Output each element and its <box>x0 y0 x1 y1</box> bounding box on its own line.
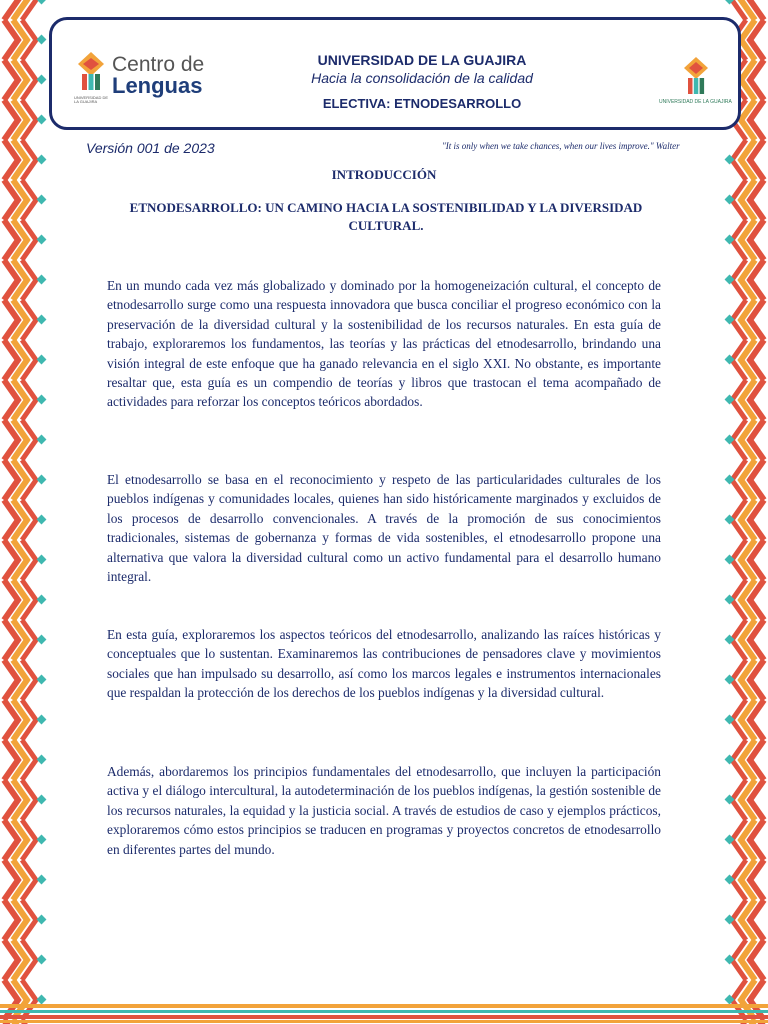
diamond-accent <box>37 875 47 885</box>
elective-title: ELECTIVA: ETNODESARROLLO <box>322 96 522 111</box>
document-version: Versión 001 de 2023 <box>86 140 215 156</box>
diamond-accent <box>37 155 47 165</box>
section-heading: INTRODUCCIÓN <box>331 167 437 182</box>
diamond-accent <box>37 555 47 565</box>
uniguajira-logo <box>659 56 739 116</box>
diamond-accent <box>37 0 47 4</box>
university-tagline: Hacia la consolidación de la calidad <box>311 70 533 86</box>
paragraph-4: Además, abordaremos los principios fundamentales del etnodesarrollo, que incluyen la participación activa y el diálogo intercultural, la autodeterminación de los pueblos indígenas, la gestión sostenible de los recursos naturales, la equidad y la justicia social. A través de estudios de caso y ejemplos prácticos, exploraremos cómo estos principios se traducen en programas y proyectos concretos de etnodesarrollo en diferentes partes del mundo. <box>107 764 661 857</box>
diamond-accent <box>37 595 47 605</box>
diamond-accent <box>37 115 47 125</box>
diamond-accent <box>37 75 47 85</box>
decorative-border-bottom <box>0 998 768 1024</box>
university-name: UNIVERSIDAD DE LA GUAJIRA <box>317 52 527 68</box>
decorative-border-right <box>720 0 768 1024</box>
document-title: ETNODESARROLLO: UN CAMINO HACIA LA SOSTENIBILIDAD Y LA DIVERSIDAD CULTURAL. <box>129 200 643 233</box>
diamond-accent <box>37 675 47 685</box>
diamond-accent <box>37 35 47 45</box>
paragraph-2: El etnodesarrollo se basa en el reconocimiento y respeto de las particularidades culturales de los pueblos indígenas y comunidades locales, quienes han sido históricamente marginados y excluidos de los procesos de desarrollo convencionales. A través de la promoción de sus conocimientos tradicionales, sistemas de gobernanza y formas de vida sostenibles, el etnodesarrollo propone una alternativa que valora la diversidad cultural como un activo fundamental para el desarrollo humano integral. <box>107 472 661 585</box>
logo-line-1: Centro de <box>112 53 205 76</box>
decorative-border-left <box>0 0 48 1024</box>
diamond-accent <box>37 435 47 445</box>
uniguajira-emblem-icon <box>681 56 711 96</box>
diamond-accent <box>37 275 47 285</box>
diamond-accent <box>37 355 47 365</box>
diamond-accent <box>37 475 47 485</box>
paragraph-1: En un mundo cada vez más globalizado y dominado por la homogeneización cultural, el concepto de etnodesarrollo surge como una respuesta innovadora que busca conciliar el progreso económico con la preservación de la diversidad cultural y la sostenibilidad de los recursos naturales. En esta guía de trabajo, exploraremos los fundamentos, las teorías y las prácticas del etnodesarrollo, brindando una visión integral de este enfoque que ha ganado relevancia en el siglo XXI. No obstante, es importante resaltar que, esta guía es un compendio de teorías y libros que trastocan el tema acompañado de actividades para reforzar los conceptos teóricos abordados. <box>107 278 661 410</box>
diamond-accent <box>37 835 47 845</box>
logo-line-2: Lenguas <box>112 73 203 98</box>
diamond-accent <box>37 795 47 805</box>
diamond-accent <box>37 395 47 405</box>
diamond-accent <box>37 755 47 765</box>
header-banner <box>49 17 741 130</box>
diamond-accent <box>37 715 47 725</box>
centro-de-lenguas-logo <box>74 50 224 106</box>
uniguajira-logo-text: UNIVERSIDAD DE LA GUAJIRA <box>659 99 732 105</box>
diamond-accent <box>37 955 47 965</box>
header-quote: "It is only when we take chances, when our lives improve." Walter <box>442 141 680 151</box>
paragraph-3: En esta guía, exploraremos los aspectos teóricos del etnodesarrollo, analizando las raíces históricas y conceptuales que lo sustentan. Examinaremos las contribuciones de pensadores clave y movimientos sociales que han impulsado su desarrollo, así como los marcos legales e instrumentos internacionales que respaldan la protección de los derechos de los pueblos indígenas y la diversidad cultural. <box>107 627 661 701</box>
uniguajira-emblem-icon <box>74 50 108 94</box>
diamond-accent <box>37 315 47 325</box>
diamond-accent <box>37 235 47 245</box>
diamond-accent <box>37 915 47 925</box>
diamond-accent <box>37 635 47 645</box>
diamond-accent <box>37 515 47 525</box>
logo-small-text: UNIVERSIDAD DE LA GUAJIRA <box>74 95 109 105</box>
diamond-accent <box>37 195 47 205</box>
